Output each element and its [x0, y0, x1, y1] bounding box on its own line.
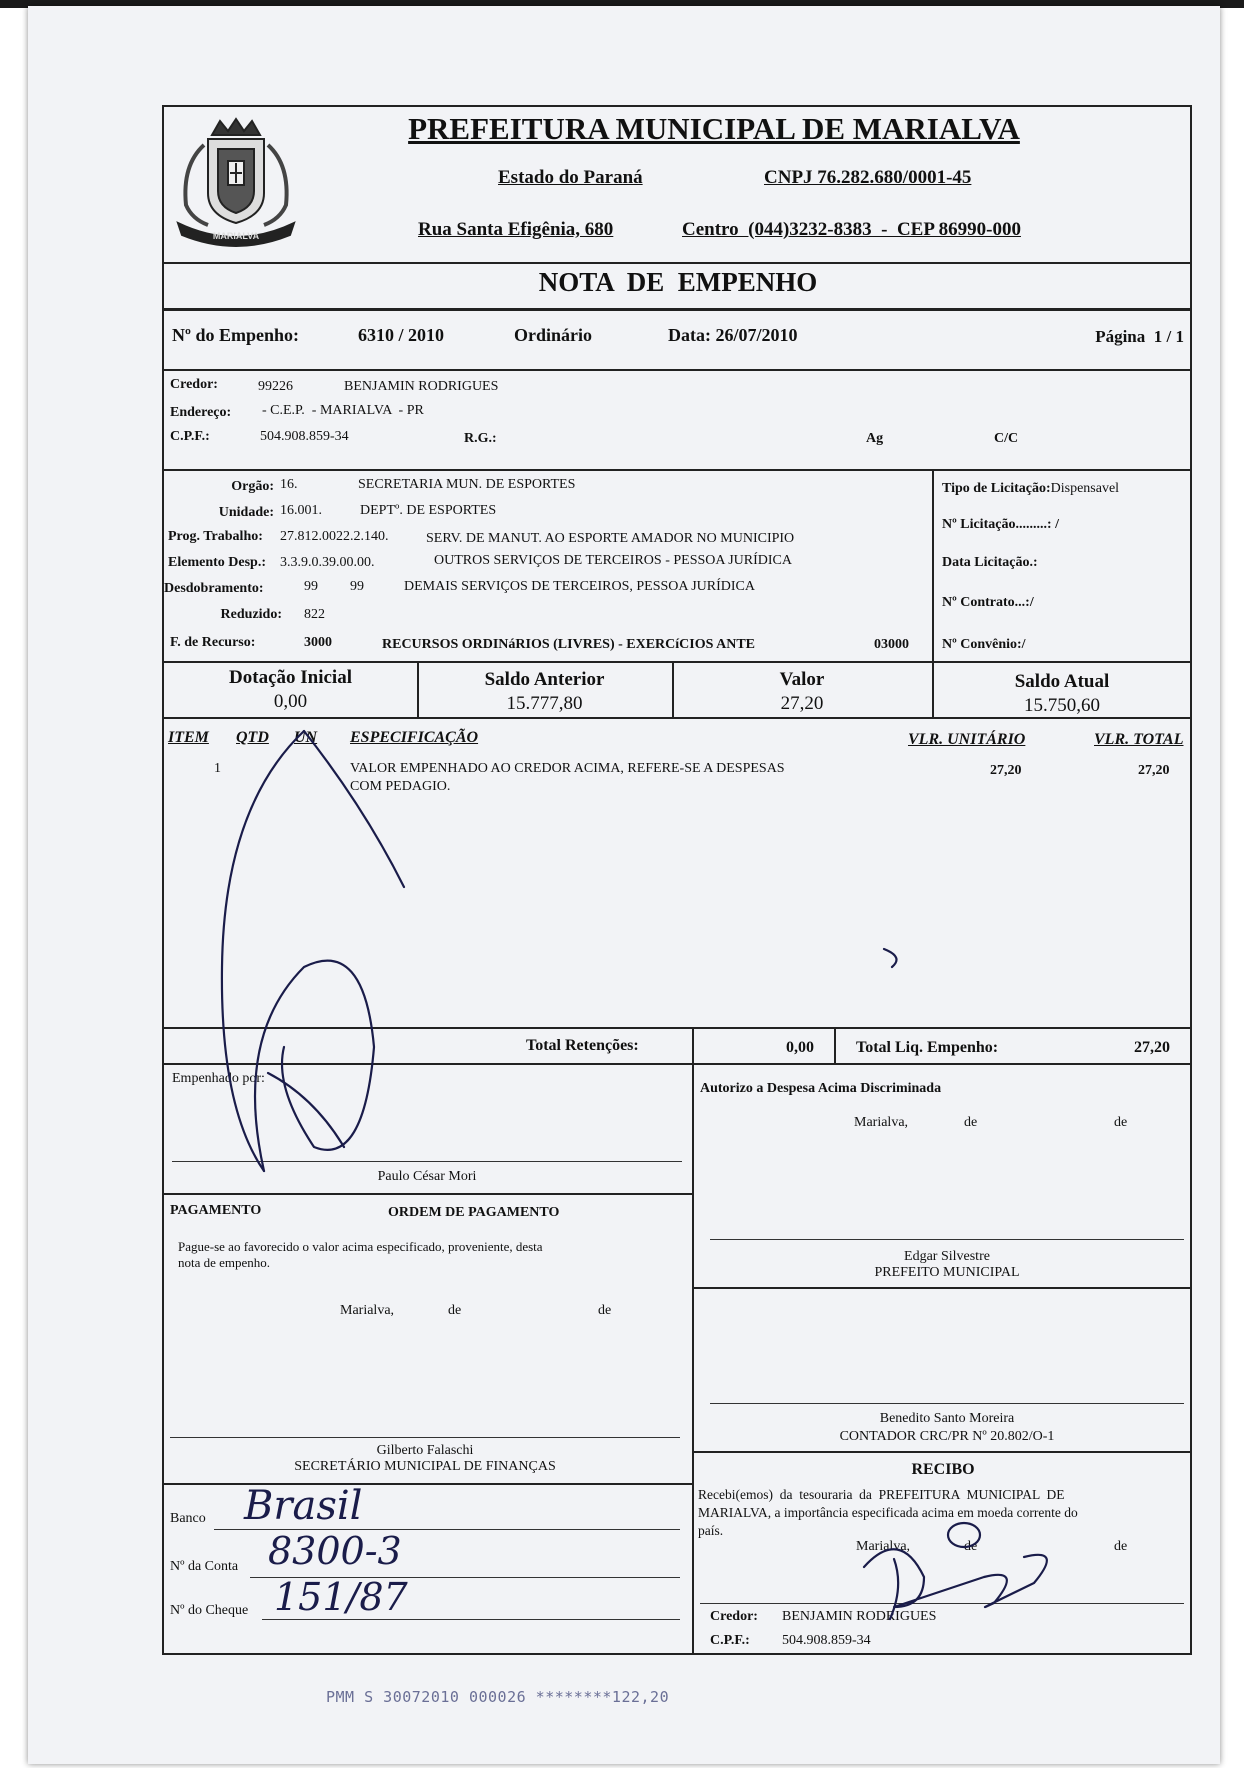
recibo-credor-name: BENJAMIN RODRIGUES — [782, 1609, 937, 1624]
credor-label: Credor: — [170, 377, 218, 392]
divider — [164, 369, 1192, 371]
empenho-number: 6310 / 2010 — [358, 325, 445, 345]
header-state: Estado do Paraná — [498, 167, 643, 188]
pagamento-de1: de — [448, 1303, 462, 1318]
desdobramento-code1: 99 — [304, 579, 318, 594]
empenho-date: Data: 26/07/2010 — [668, 325, 798, 345]
conta-label: Nº da Conta — [170, 1559, 239, 1574]
elemento-label: Elemento Desp.: — [168, 555, 266, 570]
unidade-code: 16.001. — [280, 503, 322, 518]
divider — [694, 1287, 1192, 1289]
recibo-de2: de — [1114, 1539, 1128, 1554]
rg-label: R.G.: — [464, 431, 497, 446]
col-especificacao: ESPECIFICAÇÃO — [350, 729, 479, 746]
recurso-label: F. de Recurso: — [170, 635, 256, 650]
divider — [164, 1027, 1192, 1029]
total-liquido-value: 27,20 — [1134, 1039, 1170, 1056]
recibo-credor-label: Credor: — [710, 1609, 758, 1624]
banco-label: Banco — [170, 1511, 206, 1526]
col-vlr-total: VLR. TOTAL — [1094, 731, 1184, 748]
autorizo-de1: de — [964, 1115, 978, 1130]
empenhado-por-label: Empenhado por: — [172, 1071, 265, 1086]
banco-handwritten: Brasil — [244, 1483, 363, 1529]
unidade-label: Unidade: — [218, 505, 274, 520]
tipo-licitacao — [942, 481, 1119, 497]
prefeito-title: PREFEITO MUNICIPAL — [874, 1265, 1020, 1280]
credor-code: 99226 — [258, 379, 293, 394]
prog-name: SERV. DE MANUT. AO ESPORTE AMADOR NO MUNICIPIO — [426, 531, 795, 546]
recibo-text-line2: MARIALVA, a importância especificada acima em moeda corrente do — [698, 1505, 1078, 1520]
handwritten-stroke — [268, 1073, 344, 1147]
handwritten-stroke — [304, 731, 404, 887]
recurso-code: 3000 — [304, 635, 332, 650]
cpf-label: C.P.F.: — [170, 429, 210, 444]
tipo-licitacao-value: Dispensavel — [1050, 481, 1120, 496]
divider — [164, 1193, 694, 1195]
recibo-city: Marialva, — [856, 1539, 911, 1554]
orgao-code: 16. — [280, 477, 298, 492]
contador-title: CONTADOR CRC/PR Nº 20.802/O-1 — [839, 1429, 1055, 1444]
numero-contrato: Nº Contrato...:/ — [942, 595, 1034, 610]
divider — [164, 661, 1192, 663]
recibo-cpf: 504.908.859-34 — [782, 1633, 871, 1648]
elemento-name: OUTROS SERVIÇOS DE TERCEIROS - PESSOA JURÍDICA — [434, 553, 793, 568]
desdobramento-label: Desdobramento: — [164, 581, 264, 596]
elemento-code: 3.3.9.0.39.00.00. — [280, 555, 375, 570]
desdobramento-code2: 99 — [350, 579, 364, 594]
pagamento-city: Marialva, — [340, 1303, 395, 1318]
empenho-type: Ordinário — [514, 325, 593, 345]
dotacao-label: Dotação Inicial — [229, 667, 352, 688]
total-liquido-label: Total Liq. Empenho: — [856, 1039, 999, 1056]
divider — [694, 1451, 1192, 1453]
prog-label: Prog. Trabalho: — [168, 529, 263, 544]
prog-code: 27.812.0022.2.140. — [280, 529, 389, 544]
reduzido-label: Reduzido: — [220, 607, 282, 622]
numero-convenio: Nº Convênio:/ — [942, 637, 1026, 652]
conta-handwritten: 8300-3 — [268, 1529, 402, 1573]
item-description-line2: COM PEDAGIO. — [350, 779, 451, 794]
divider — [164, 717, 1192, 719]
autorizo-de2: de — [1114, 1115, 1128, 1130]
signature-line — [710, 1403, 1184, 1404]
credor-name: BENJAMIN RODRIGUES — [344, 379, 499, 394]
recibo-text-line3: país. — [698, 1523, 724, 1538]
header-address: Rua Santa Efigênia, 680 — [418, 219, 614, 240]
pagamento-text-line1: Pague-se ao favorecido o valor acima especificado, proveniente, desta — [178, 1239, 543, 1254]
recibo-title: RECIBO — [911, 1461, 975, 1478]
recurso-name: RECURSOS ORDINáRIOS (LIVRES) - EXERCíCIOS ANTE — [382, 637, 756, 652]
header-cnpj: CNPJ 76.282.680/0001-45 — [764, 167, 972, 188]
divider — [164, 308, 1192, 311]
cpf: 504.908.859-34 — [260, 429, 349, 444]
cheque-label: Nº do Cheque — [170, 1603, 249, 1618]
coat-of-arms-logo — [168, 115, 303, 250]
handwritten-loop — [255, 961, 374, 1171]
signature-line — [172, 1161, 682, 1162]
saldo-anterior-value: 15.777,80 — [506, 693, 583, 714]
item-total-value: 27,20 — [1138, 763, 1170, 778]
saldo-atual-value: 15.750,60 — [1024, 695, 1100, 716]
orgao-label: Orgão: — [231, 479, 274, 494]
saldo-atual-label: Saldo Atual — [1014, 671, 1110, 692]
secretario-title: SECRETÁRIO MUNICIPAL DE FINANÇAS — [294, 1459, 556, 1474]
empenhado-por-name: Paulo César Mori — [377, 1169, 477, 1184]
page-number: Página 1 / 1 — [1095, 327, 1184, 346]
orgao-name: SECRETARIA MUN. DE ESPORTES — [358, 477, 576, 492]
col-vlr-unitario: VLR. UNITÁRIO — [908, 731, 1026, 748]
divider — [164, 469, 1192, 471]
ag-label: Ag — [866, 431, 884, 446]
col-un: UN — [294, 729, 318, 746]
valor-value: 27,20 — [780, 693, 824, 714]
numero-licitacao: Nº Licitação.........: / — [942, 517, 1059, 532]
item-number: 1 — [214, 761, 221, 776]
pagamento-text-line2: nota de empenho. — [178, 1255, 271, 1270]
machine-stamp: PMM S 30072010 000026 ********122,20 — [326, 1688, 670, 1706]
pagamento-label: PAGAMENTO — [170, 1203, 262, 1218]
nota-de-empenho-form — [162, 105, 1192, 1655]
autorizo-label: Autorizo a Despesa Acima Discriminada — [700, 1081, 942, 1096]
divider — [834, 1027, 836, 1063]
desdobramento-name: DEMAIS SERVIÇOS DE TERCEIROS, PESSOA JURÍDICA — [404, 579, 756, 594]
cheque-handwritten: 151/87 — [274, 1575, 408, 1619]
divider — [932, 469, 934, 661]
doc-title: NOTA DE EMPENHO — [538, 267, 818, 297]
total-retencoes-label: Total Retenções: — [526, 1037, 639, 1054]
cheque-line — [262, 1619, 680, 1620]
recurso-code2: 03000 — [874, 637, 909, 652]
endereco-label: Endereço: — [170, 405, 232, 420]
data-licitacao: Data Licitação.: — [942, 555, 1038, 570]
total-retencoes-value: 0,00 — [786, 1039, 814, 1056]
dotacao-value: 0,00 — [273, 691, 308, 712]
cc-label: C/C — [994, 431, 1019, 446]
empenho-number-label: Nº do Empenho: — [172, 325, 299, 345]
col-qtd: QTD — [236, 729, 269, 746]
ordem-pagamento-label: ORDEM DE PAGAMENTO — [388, 1205, 560, 1220]
autorizo-city: Marialva, — [854, 1115, 909, 1130]
page-title: PREFEITURA MUNICIPAL DE MARIALVA — [408, 111, 1020, 146]
recibo-de1: de — [964, 1539, 978, 1554]
reduzido: 822 — [304, 607, 325, 622]
item-unit-value: 27,20 — [990, 763, 1022, 778]
item-description-line1: VALOR EMPENHADO AO CREDOR ACIMA, REFERE-SE A DESPESAS — [350, 761, 785, 776]
pagamento-de2: de — [598, 1303, 612, 1318]
recibo-text-line1: Recebi(emos) da tesouraria da PREFEITURA MUNICIPAL DE — [698, 1487, 1065, 1502]
signature-line — [700, 1603, 1184, 1604]
signature-line — [170, 1437, 680, 1438]
signature-line — [710, 1239, 1184, 1240]
header-contact: Centro (044)3232-8383 - CEP 86990-000 — [682, 219, 1021, 240]
endereco: - C.E.P. - MARIALVA - PR — [262, 403, 424, 418]
valor-label: Valor — [779, 669, 825, 690]
divider — [692, 1027, 694, 1655]
secretario-name: Gilberto Falaschi — [376, 1443, 474, 1458]
divider — [164, 262, 1192, 264]
logo-ribbon-text: MARIALVA — [212, 231, 260, 241]
divider — [164, 1063, 1192, 1065]
unidade-name: DEPTº. DE ESPORTES — [360, 503, 497, 518]
handwritten-tick — [884, 949, 897, 967]
recibo-cpf-label: C.P.F.: — [710, 1633, 750, 1648]
handwritten-loop-signature — [222, 731, 304, 1171]
contador-name: Benedito Santo Moreira — [879, 1411, 1015, 1426]
prefeito-name: Edgar Silvestre — [904, 1249, 990, 1264]
col-item: ITEM — [168, 729, 209, 746]
tipo-licitacao-label: Tipo de Licitação: — [942, 481, 1051, 496]
saldo-anterior-label: Saldo Anterior — [484, 669, 605, 690]
